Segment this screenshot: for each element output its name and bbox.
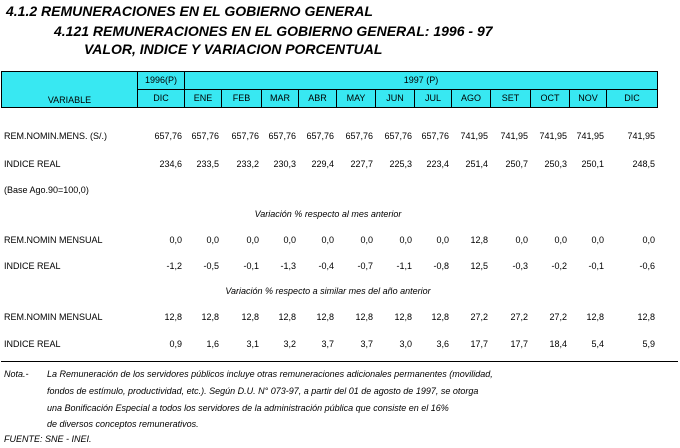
table-cell: 230,3 (273, 159, 296, 169)
header-month: JUN (376, 90, 415, 108)
section-heading: Variación % respecto a similar mes del año anterior (225, 286, 431, 296)
table-cell: 0,0 (206, 235, 219, 245)
table-row (1, 304, 657, 330)
table-cell: 0,0 (321, 235, 334, 245)
row-label: REM.NOMIN MENSUAL (4, 235, 103, 245)
table-cell: 12,8 (394, 312, 412, 322)
table-cell: 12,8 (637, 312, 655, 322)
note-label: Nota.- (4, 369, 29, 379)
table-cell: 0,0 (360, 235, 373, 245)
header-variable: VARIABLE (2, 72, 138, 108)
table-header (1, 71, 658, 108)
table-cell: -0,2 (551, 261, 567, 271)
table-cell: 0,0 (642, 235, 655, 245)
table-cell: 0,0 (554, 235, 567, 245)
table-cell: 3,0 (399, 339, 412, 349)
table-cell: 12,8 (431, 312, 449, 322)
table-cell: 3,2 (283, 339, 296, 349)
table-cell: 233,2 (236, 159, 259, 169)
table-title: 4.121 REMUNERACIONES EN EL GOBIERNO GENERAL: 1996 - 97 (54, 23, 493, 39)
header-month: AGO (452, 90, 491, 108)
table-cell: 0,0 (246, 235, 259, 245)
row-label: INDICE REAL (4, 159, 61, 169)
table-cell: 17,7 (470, 339, 488, 349)
header-month: MAY (337, 90, 376, 108)
table-row (1, 202, 657, 226)
source-note: FUENTE: SNE - INEI. (4, 434, 92, 444)
note-line: de diversos conceptos remunerativos. (47, 419, 199, 429)
table-section-title: 4.1.2 REMUNERACIONES EN EL GOBIERNO GENERAL (6, 3, 373, 19)
table-cell: 250,3 (544, 159, 567, 169)
table-cell: 250,1 (581, 159, 604, 169)
table-cell: -0,5 (203, 261, 219, 271)
table-cell: 12,8 (241, 312, 259, 322)
table-cell: 27,2 (470, 312, 488, 322)
table-cell: 248,5 (632, 159, 655, 169)
header-year-1997: 1997 (P) (185, 72, 658, 90)
table-cell: 657,76 (345, 131, 373, 141)
table-cell: 27,2 (549, 312, 567, 322)
table-cell: 12,8 (470, 235, 488, 245)
table-cell: 227,7 (350, 159, 373, 169)
row-label: INDICE REAL (4, 339, 61, 349)
table-cell: 12,8 (355, 312, 373, 322)
table-cell: -0,7 (357, 261, 373, 271)
table-cell: 1,6 (206, 339, 219, 349)
table-cell: 657,76 (191, 131, 219, 141)
table-cell: 0,0 (515, 235, 528, 245)
table-cell: 3,1 (246, 339, 259, 349)
table-cell: 223,4 (426, 159, 449, 169)
table-cell: 12,8 (278, 312, 296, 322)
section-heading: Variación % respecto al mes anterior (254, 209, 402, 219)
table-cell: 0,9 (169, 339, 182, 349)
table-cell: 12,8 (164, 312, 182, 322)
table-cell: -0,4 (318, 261, 334, 271)
table-cell: 657,76 (384, 131, 412, 141)
table-cell: 5,9 (642, 339, 655, 349)
table-cell: 251,4 (465, 159, 488, 169)
table-cell: 741,95 (460, 131, 488, 141)
table-row (1, 122, 657, 150)
data-table (1, 122, 657, 358)
table-cell: 229,4 (311, 159, 334, 169)
table-cell: -0,3 (512, 261, 528, 271)
table-cell: 741,95 (627, 131, 655, 141)
table-cell: 27,2 (510, 312, 528, 322)
table-cell: 234,6 (159, 159, 182, 169)
table-cell: 657,76 (231, 131, 259, 141)
table-cell: 3,7 (321, 339, 334, 349)
header-year-1996: 1996(P) (138, 72, 185, 90)
table-cell: 18,4 (549, 339, 567, 349)
table-cell: 0,0 (591, 235, 604, 245)
table-cell: -0,1 (588, 261, 604, 271)
table-cell: -0,1 (243, 261, 259, 271)
header-month: OCT (531, 90, 570, 108)
table-cell: 0,0 (169, 235, 182, 245)
table-cell: 233,5 (196, 159, 219, 169)
table-cell: 741,95 (539, 131, 567, 141)
header-month: JUL (415, 90, 452, 108)
header-month: MAR (262, 90, 299, 108)
table-cell: 12,5 (470, 261, 488, 271)
row-label: REM.NOMIN MENSUAL (4, 312, 103, 322)
note-line: fondos de estímulo, productividad, etc.). Según D.U. N° 073-97, a partir del 01 de agosto de 1997, se otorga (47, 386, 479, 396)
header-month: DIC (138, 90, 185, 108)
header-month: ABR (299, 90, 337, 108)
note-line: La Remuneración de los servidores públicos incluye otras remuneraciones adicionales permanentes (movilidad, (47, 369, 493, 379)
table-cell: -1,3 (280, 261, 296, 271)
table-row (1, 178, 657, 202)
header-month: SET (491, 90, 531, 108)
table-cell: 17,7 (510, 339, 528, 349)
table-cell: 657,76 (306, 131, 334, 141)
table-cell: 12,8 (586, 312, 604, 322)
table-cell: 0,0 (436, 235, 449, 245)
header-month: DIC (607, 90, 658, 108)
table-subtitle: VALOR, INDICE Y VARIACION PORCENTUAL (84, 41, 383, 57)
table-cell: 250,7 (505, 159, 528, 169)
row-label: INDICE REAL (4, 261, 61, 271)
table-row (1, 226, 657, 254)
table-cell: 657,76 (268, 131, 296, 141)
table-cell: -1,2 (166, 261, 182, 271)
table-cell: 657,76 (421, 131, 449, 141)
table-cell: 741,95 (576, 131, 604, 141)
table-row (1, 254, 657, 278)
table-bottom-rule (1, 361, 678, 362)
table-cell: 741,95 (500, 131, 528, 141)
row-label: REM.NOMIN.MENS. (S/.) (4, 131, 107, 141)
table-cell: 12,8 (316, 312, 334, 322)
base-note: (Base Ago.90=100,0) (4, 185, 89, 195)
table-cell: -1,1 (396, 261, 412, 271)
header-month: FEB (222, 90, 262, 108)
table-row (1, 330, 657, 358)
table-cell: -0,6 (639, 261, 655, 271)
table-cell: 5,4 (591, 339, 604, 349)
table-cell: 3,7 (360, 339, 373, 349)
table-cell: 0,0 (283, 235, 296, 245)
table-cell: 12,8 (201, 312, 219, 322)
table-cell: 225,3 (389, 159, 412, 169)
table-row (1, 278, 657, 304)
header-month: ENE (185, 90, 222, 108)
note-line: una Bonificación Especial a todos los servidores de la administración pública que consiste en el 16% (47, 403, 449, 413)
table-cell: 3,6 (436, 339, 449, 349)
header-month: NOV (570, 90, 607, 108)
table-cell: 0,0 (399, 235, 412, 245)
table-row (1, 150, 657, 178)
table-cell: -0,8 (433, 261, 449, 271)
table-cell: 657,76 (154, 131, 182, 141)
